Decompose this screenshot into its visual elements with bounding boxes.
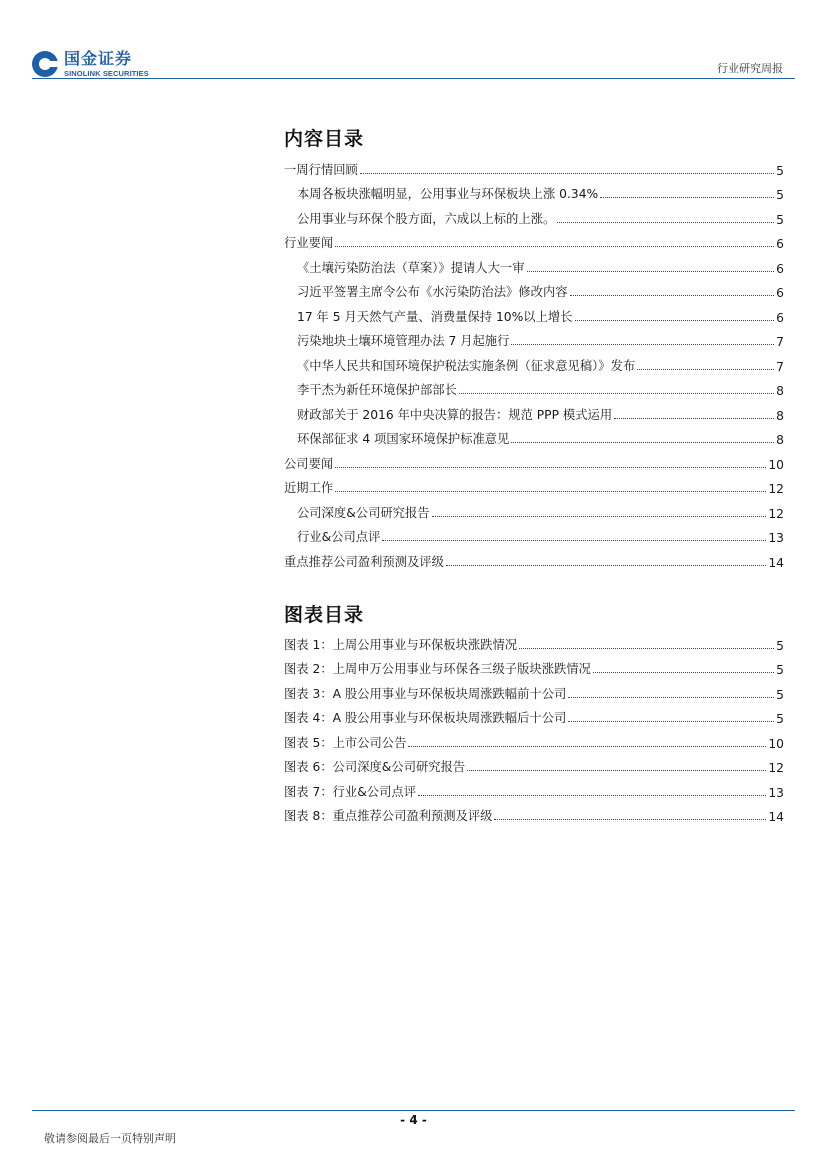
dot-leader [432, 516, 767, 517]
contents-entry[interactable] [284, 472, 784, 497]
toc-entry-page: 6 [776, 261, 784, 276]
contents-entry[interactable] [284, 374, 784, 399]
toc-entry-label: 图表 8：重点推荐公司盈利预测及评级 [284, 809, 493, 823]
contents-entry[interactable] [284, 423, 784, 448]
toc-entry-page: 12 [768, 506, 784, 521]
contents-title: 内容目录 [284, 128, 365, 150]
toc-entry-page: 13 [768, 531, 784, 545]
toc-entry-label: 环保部征求 4 项国家环境保护标准意见 [297, 432, 510, 446]
toc-entry-label: 图表 7：行业&公司点评 [284, 784, 416, 799]
dot-leader [557, 222, 774, 223]
toc-entry-label: 《中华人民共和国环境保护税法实施条例（征求意见稿）》发布 [297, 358, 636, 373]
contents-entry[interactable] [284, 325, 784, 350]
toc-entry-label: 图表 3：A 股公用事业与环保板块周涨跌幅前十公司 [284, 686, 567, 701]
dot-leader [568, 721, 774, 722]
logo-mark-icon [32, 51, 58, 77]
figure-entry[interactable] [284, 775, 784, 800]
dot-leader [637, 369, 774, 370]
dot-leader [335, 491, 766, 492]
figure-entry[interactable] [284, 726, 784, 751]
toc-entry-label: 行业要闻 [284, 236, 334, 250]
toc-entry-page: 13 [768, 785, 784, 800]
dot-leader [614, 418, 774, 419]
toc-entry-label: 李干杰为新任环境保护部部长 [297, 383, 457, 397]
contents-entry[interactable] [284, 545, 784, 570]
toc-entry-label: 近期工作 [284, 481, 334, 495]
contents-entry[interactable] [284, 496, 784, 521]
toc-entry-label: 公用事业与环保个股方面，六成以上标的上涨。 [297, 211, 556, 226]
toc-entry-page: 7 [776, 335, 784, 349]
dot-leader [335, 467, 766, 468]
dot-leader [382, 540, 766, 541]
toc-entry-page: 8 [776, 433, 784, 447]
disclaimer-text: 敬请参阅最后一页特别声明 [44, 1132, 176, 1145]
figure-entry[interactable] [284, 653, 784, 678]
toc-entry-page: 5 [776, 638, 784, 653]
toc-entry-label: 图表 2：上周申万公用事业与环保各三级子版块涨跌情况 [284, 662, 591, 676]
toc-entry-label: 习近平签署主席令公布《水污染防治法》修改内容 [297, 285, 568, 299]
contents-entry[interactable] [284, 251, 784, 276]
toc-entry-page: 5 [776, 712, 784, 726]
footer-divider [32, 1110, 795, 1111]
toc-entry-label: 行业&公司点评 [297, 530, 381, 544]
toc-entry-page: 5 [776, 212, 784, 227]
page-number: - 4 - [400, 1113, 427, 1127]
toc-entry-label: 图表 6：公司深度&公司研究报告 [284, 760, 466, 774]
contents-entry[interactable] [284, 300, 784, 325]
toc-entry-page: 10 [768, 736, 784, 751]
dot-leader [575, 320, 775, 321]
toc-entry-page: 6 [776, 310, 784, 325]
contents-entry[interactable] [284, 521, 784, 546]
contents-entry[interactable] [284, 447, 784, 472]
toc-entry-page: 6 [776, 286, 784, 300]
toc-entry-page: 5 [776, 163, 784, 178]
toc-entry-page: 12 [768, 761, 784, 775]
contents-list [284, 153, 784, 570]
toc-entry-page: 10 [768, 457, 784, 472]
toc-entry-page: 8 [776, 408, 784, 423]
logo-chinese-name: 国金证券 [64, 48, 133, 68]
dot-leader [418, 795, 766, 796]
dot-leader [527, 271, 775, 272]
figures-title: 图表目录 [284, 604, 365, 626]
toc-entry-label: 公司要闻 [284, 456, 334, 471]
toc-entry-label: 图表 4：A 股公用事业与环保板块周涨跌幅后十公司 [284, 711, 567, 725]
report-type-label: 行业研究周报 [717, 62, 783, 75]
contents-entry[interactable] [284, 227, 784, 252]
company-logo [32, 46, 149, 82]
toc-entry-label: 一周行情回顾 [284, 162, 358, 177]
contents-entry[interactable] [284, 153, 784, 178]
dot-leader [494, 819, 766, 820]
dot-leader [511, 344, 774, 345]
dot-leader [335, 246, 774, 247]
logo-text [64, 48, 149, 78]
figure-entry[interactable] [284, 702, 784, 727]
toc-entry-label: 图表 1：上周公用事业与环保板块涨跌情况 [284, 637, 518, 652]
toc-entry-page: 8 [776, 384, 784, 398]
contents-entry[interactable] [284, 178, 784, 203]
toc-entry-page: 5 [776, 188, 784, 202]
toc-entry-page: 6 [776, 237, 784, 251]
figure-entry[interactable] [284, 800, 784, 825]
dot-leader [519, 648, 774, 649]
toc-entry-label: 财政部关于 2016 年中央决算的报告：规范 PPP 模式运用 [297, 407, 613, 422]
dot-leader [360, 173, 774, 174]
toc-entry-page: 7 [776, 359, 784, 374]
contents-entry[interactable] [284, 276, 784, 301]
toc-entry-page: 14 [768, 810, 784, 824]
dot-leader [593, 672, 774, 673]
contents-entry[interactable] [284, 398, 784, 423]
toc-entry-label: 污染地块土壤环境管理办法 7 月起施行 [297, 334, 510, 348]
dot-leader [446, 565, 766, 566]
toc-entry-label: 本周各板块涨幅明显，公用事业与环保板块上涨 0.34% [297, 187, 599, 201]
dot-leader [408, 746, 766, 747]
dot-leader [511, 442, 774, 443]
toc-entry-page: 12 [768, 482, 784, 496]
dot-leader [600, 197, 774, 198]
dot-leader [467, 770, 766, 771]
figure-entry[interactable] [284, 751, 784, 776]
logo-english-name: SINOLINK SECURITIES [64, 68, 149, 78]
contents-entry[interactable] [284, 349, 784, 374]
figures-list [284, 628, 784, 824]
toc-entry-label: 17 年 5 月天然气产量、消费量保持 10%以上增长 [297, 309, 573, 324]
dot-leader [568, 697, 774, 698]
toc-entry-label: 公司深度&公司研究报告 [297, 505, 430, 520]
toc-entry-page: 5 [776, 687, 784, 702]
toc-entry-label: 《土壤污染防治法（草案）》提请人大一审 [297, 260, 525, 275]
toc-entry-label: 重点推荐公司盈利预测及评级 [284, 554, 444, 569]
dot-leader [459, 393, 774, 394]
contents-entry[interactable] [284, 202, 784, 227]
header-divider [32, 78, 795, 79]
figure-entry[interactable] [284, 677, 784, 702]
dot-leader [570, 295, 775, 296]
toc-entry-page: 14 [768, 555, 784, 570]
toc-entry-page: 5 [776, 663, 784, 677]
toc-entry-label: 图表 5：上市公司公告 [284, 735, 407, 750]
figure-entry[interactable] [284, 628, 784, 653]
